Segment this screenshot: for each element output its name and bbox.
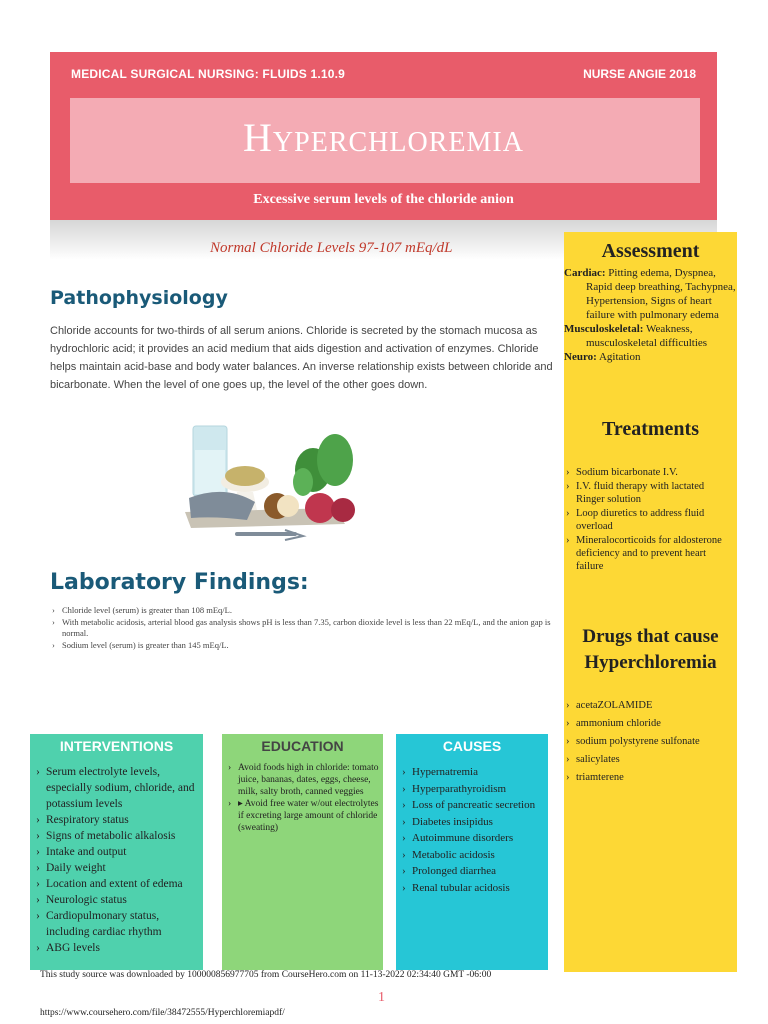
list-item: › Loss of pancreatic secretion: [396, 797, 548, 814]
header-banner: [50, 52, 717, 220]
list-item: › ▸ Avoid free water w/out electrolytes if excreting large amount of chloride (sweating): [222, 798, 383, 834]
interventions-box: [30, 734, 203, 970]
assessment-list: [564, 266, 736, 364]
assessment-item: Neuro: Agitation: [564, 351, 641, 363]
list-item: › Autoimmune disorders: [396, 830, 548, 847]
list-item: › triamterene: [564, 771, 729, 784]
source-url[interactable]: https://www.coursehero.com/file/38472555/Hyperchloremiapdf/: [40, 1008, 285, 1018]
list-item: › Avoid foods high in chloride: tomato juice, bananas, dates, eggs, cheese, milk, salty broth, canned veggies: [222, 762, 383, 798]
assessment-heading: Assessment: [601, 240, 700, 262]
list-item: › With metabolic acidosis, arterial blood gas analysis shows pH is less than 7.35, carbon dioxide level is less than 22 mEq/L, and the anion gap is normal.: [50, 617, 555, 640]
interventions-list: [30, 764, 203, 956]
list-item: › Intake and output: [30, 844, 203, 860]
page-title: Hyperchloremia: [243, 115, 524, 160]
list-item: › I.V. fluid therapy with lactated Ringer solution: [564, 480, 729, 506]
education-heading: EDUCATION: [261, 738, 344, 754]
treatments-list: [564, 466, 729, 574]
sidebar-panel: [564, 232, 737, 972]
list-item: › Location and extent of edema: [30, 876, 203, 892]
list-item: › Metabolic acidosis: [396, 847, 548, 864]
list-item: › Hyperparathyroidism: [396, 781, 548, 798]
list-item: › ABG levels: [30, 940, 203, 956]
interventions-heading: INTERVENTIONS: [59, 738, 174, 754]
treatments-heading: Treatments: [601, 418, 699, 440]
list-item: › Renal tubular acidosis: [396, 880, 548, 897]
causes-list: [396, 764, 548, 896]
list-item: › Diabetes insipidus: [396, 814, 548, 831]
list-item: › Cardiopulmonary status, including cardiac rhythm: [30, 908, 203, 940]
list-item: › Daily weight: [30, 860, 203, 876]
assessment-item: Cardiac: Pitting edema, Dyspnea, Rapid deep breathing, Tachypnea, Hypertension, Signs of heart failure with pulmonary edema: [564, 267, 736, 321]
causes-heading: CAUSES: [442, 738, 502, 754]
assessment-item: Musculoskeletal: Weakness, musculoskeletal difficulties: [564, 323, 708, 349]
list-item: › ammonium chloride: [564, 717, 729, 730]
lab-findings-list: [50, 605, 555, 651]
list-item: › Hypernatremia: [396, 764, 548, 781]
list-item: › acetaZOLAMIDE: [564, 699, 729, 712]
list-item: › Mineralocorticoids for aldosterone deficiency and to prevent heart failure: [564, 534, 729, 573]
list-item: › Sodium bicarbonate I.V.: [564, 466, 729, 479]
causes-box: [396, 734, 548, 970]
education-box: [222, 734, 383, 970]
page-number: 1: [378, 990, 385, 1005]
food-illustration: [185, 420, 375, 550]
source-note: This study source was downloaded by 100000856977705 from CourseHero.com on 11-13-2022 02:34:40 GMT -06:00: [40, 970, 492, 980]
page-subtitle: Excessive serum levels of the chloride anion: [253, 192, 514, 207]
lab-findings-heading: Laboratory Findings:: [50, 570, 309, 595]
education-list: [222, 762, 383, 834]
pathophysiology-heading: Pathophysiology: [50, 287, 228, 309]
list-item: › Sodium level (serum) is greater than 145 mEq/L.: [50, 640, 555, 652]
list-item: › salicylates: [564, 753, 729, 766]
pathophysiology-text: Chloride accounts for two-thirds of all serum anions. Chloride is secreted by the stomach mucosa as hydrochloric acid; it provides an acid medium that aids digestion and activation of enzymes. Chloride helps maintain acid-base and body water balances. An inverse relationship exists between chloride and bicarbonate. When the level of one goes up, the level of the other goes down.: [50, 325, 553, 391]
list-item: › Neurologic status: [30, 892, 203, 908]
list-item: › Respiratory status: [30, 812, 203, 828]
list-item: › Signs of metabolic alkalosis: [30, 828, 203, 844]
course-label: MEDICAL SURGICAL NURSING: FLUIDS 1.10.9: [71, 67, 346, 81]
list-item: › Prolonged diarrhea: [396, 863, 548, 880]
drugs-list: [564, 699, 729, 789]
list-item: › Chloride level (serum) is greater than 108 mEq/L.: [50, 605, 555, 617]
list-item: › Loop diuretics to address fluid overload: [564, 507, 729, 533]
drugs-heading: Drugs that cause Hyperchloremia: [582, 626, 719, 673]
list-item: › sodium polystyrene sulfonate: [564, 735, 729, 748]
normal-levels: Normal Chloride Levels 97-107 mEq/dL: [210, 240, 453, 256]
author-label: NURSE ANGIE 2018: [583, 67, 696, 81]
list-item: › Serum electrolyte levels, especially sodium, chloride, and potassium levels: [30, 764, 203, 812]
